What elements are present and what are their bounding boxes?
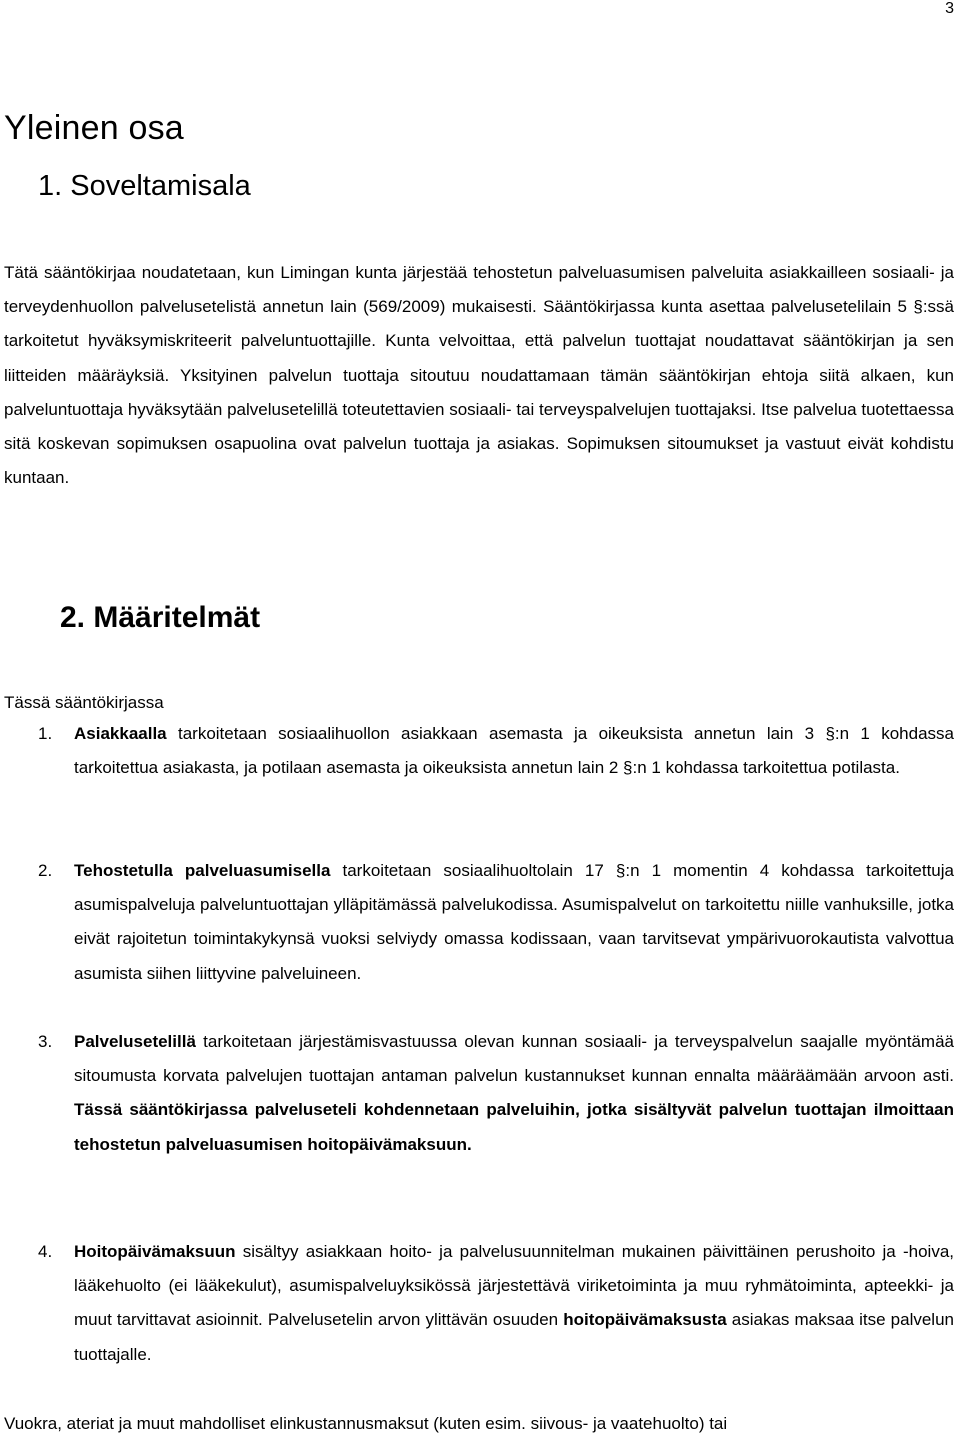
trailing-paragraph: Vuokra, ateriat ja muut mahdolliset elinkustannusmaksut (kuten esim. siivous- ja vaatehuolto) tai [4, 1414, 728, 1433]
definition-number: 4. [38, 1242, 53, 1261]
section-title-maaritelmat: 2. Määritelmät [60, 601, 261, 634]
definition-body [74, 1235, 954, 1372]
definitions-lead: Tässä sääntökirjassa [4, 693, 164, 712]
page-number: 3 [945, 0, 954, 17]
definition-term: Palvelusetelillä [74, 1032, 196, 1051]
definition-item-hoitopaivamaksu [30, 1235, 954, 1372]
section-paragraph-soveltamisala: Tätä sääntökirjaa noudatetaan, kun Limingan kunta järjestää tehostetun palveluasumisen palveluita asiakkailleen sosiaali- ja terveydenhuollon palvelusetelistä annetun lain (569/2009) mukaisesti. Sääntökirjassa kunta asettaa palvelusetelilain 5 §:ssä tarkoitetut hyväksymiskriteerit palveluntuottajille. Kunta velvoittaa, että palvelun tuottajat noudattavat sääntökirjan ja sen liitteiden määräyksiä. Yksityinen palvelun tuottaja sitoutuu noudattamaan tämän sääntökirjan ehtoja siitä alkaen, kun palveluntuottaja hyväksytään palvelusetelillä toteutettavien sosiaali- tai terveyspalvelujen tuottajaksi. Itse palvelua tuotettaessa sitä koskevan sopimuksen osapuolina ovat palvelun tuottaja ja asiakas. Sopimuksen sitoumukset ja vastuut eivät kohdistu kuntaan. [4, 263, 954, 488]
definition-term: Asiakkaalla [74, 724, 167, 743]
definition-number: 1. [38, 724, 53, 743]
definition-term: Tehostetulla palveluasumisella [74, 861, 331, 880]
definition-text: tarkoitetaan järjestämisvastuussa olevan kunnan sosiaali- ja terveyspalvelun saajalle myöntämää sitoumusta korvata palvelujen tuottajan antaman palvelun kustannukset kunnan ennalta määräämään arvoon asti. [74, 1032, 954, 1086]
definition-text: sisältyy asiakkaan hoito- ja palvelusuunnitelman mukainen päivittäinen perushoito ja -hoiva, lääkehuolto (ei lääkekulut), asumispalveluyksikössä järjestettävä viriketoiminta ja muu ryhmätoiminta, apteekki- ja muut tarvittavat asioinnit. Palvelusetelin arvon ylittävän osuuden [74, 1242, 954, 1330]
definition-text: tarkoitetaan sosiaalihuoltolain 17 §:n 1 momentin 4 kohdassa tarkoitettuja asumispalveluja palveluntuottajan ylläpitämässä palvelukodissa. Asumispalvelut on tarkoitettu niille vanhuksille, jotka eivät rajoitetun toimintakykynsä vuoksi selviydy omassa kodissaan, vaan tarvitsevat ympärivuorokautista valvottua asumista siihen liittyvine palveluineen. [74, 861, 954, 983]
definition-item-palveluseteli [30, 1025, 954, 1162]
page-title: Yleinen osa [4, 109, 184, 147]
definition-body [74, 717, 954, 785]
definition-body [74, 854, 954, 991]
definition-body [74, 1025, 954, 1162]
definition-text: tarkoitetaan sosiaalihuollon asiakkaan asemasta ja oikeuksista annetun lain 3 §:n 1 kohdassa tarkoitettua asiakasta, ja potilaan asemasta ja oikeuksista annetun lain 2 §:n 1 kohdassa tarkoitettua potilasta. [74, 724, 954, 778]
definition-bold-term: hoitopäivämaksusta [563, 1310, 727, 1330]
section-title-soveltamisala: 1. Soveltamisala [38, 170, 251, 202]
definition-number: 2. [38, 861, 53, 880]
definition-number: 3. [38, 1032, 53, 1051]
definition-item-tehostettu-palveluasuminen [30, 854, 954, 991]
definition-text-end: asiakas maksaa itse palvelun tuottajalle. [74, 1310, 954, 1364]
definition-term: Hoitopäivämaksuun [74, 1242, 236, 1261]
definition-bold-note: Tässä sääntökirjassa palveluseteli kohdennetaan palveluihin, jotka sisältyvät palvelun tuottajan ilmoittaan tehostetun palveluasumisen hoitopäivämaksuun. [74, 1100, 954, 1154]
definition-item-asiakkaalla [30, 717, 954, 785]
